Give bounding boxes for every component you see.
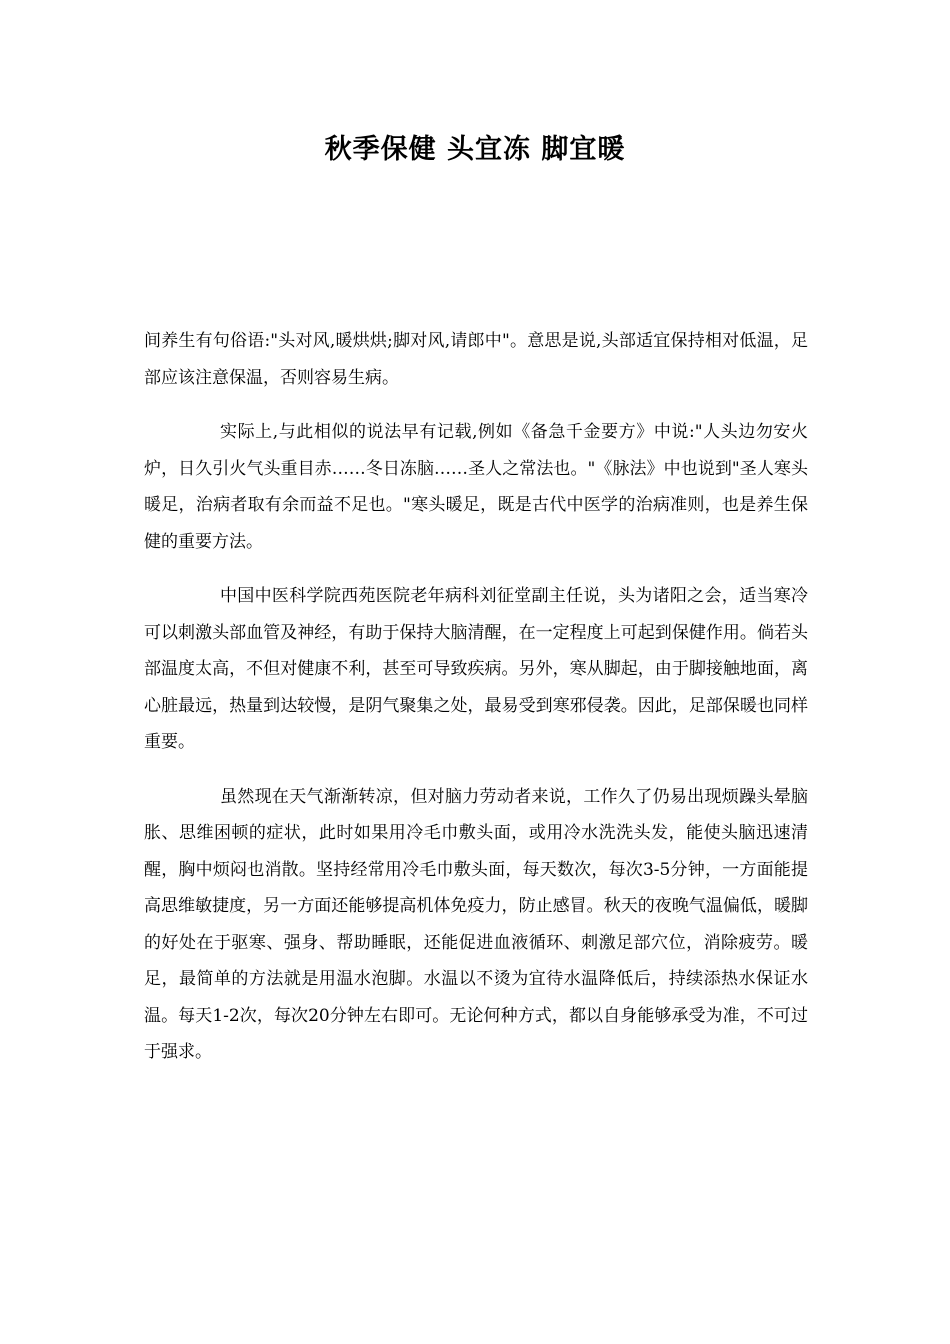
paragraph-1: 间养生有句俗语:"头对风,暖烘烘;脚对风,请郎中"。意思是说,头部适宜保持相对低温，足部应该注意保温，否则容易生病。 (144, 331, 808, 388)
document-body (144, 323, 808, 1089)
paragraph-4: 虽然现在天气渐渐转凉，但对脑力劳动者来说，工作久了仍易出现烦躁头晕脑胀、思维困顿的症状，此时如果用冷毛巾敷头面，或用冷水洗洗头发，能使头脑迅速清醒，胸中烦闷也消散。坚持经常用冷毛巾敷头面，每天数次，每次3-5分钟，一方面能提高思维敏捷度，另一方面还能够提高机体免疫力，防止感冒。秋天的夜晚气温偏低，暖脚的好处在于驱寒、强身、帮助睡眠，还能促进血液循环、刺激足部穴位，消除疲劳。暖足，最简单的方法就是用温水泡脚。水温以不烫为宜待水温降低后，持续添热水保证水温。每天1-2次，每次20分钟左右即可。无论何种方式，都以自身能够承受为准，不可过于强求。 (144, 786, 808, 1062)
document-title: 秋季保健 头宜冻 脚宜暖 (324, 134, 626, 165)
paragraph-2: 实际上,与此相似的说法早有记载,例如《备急千金要方》中说:"人头边勿安火炉，日久引火气头重目赤……冬日冻脑……圣人之常法也。"《脉法》中也说到"圣人寒头暖足，治病者取有余而益不足也。"寒头暖足，既是古代中医学的治病准则，也是养生保健的重要方法。 (144, 422, 808, 552)
paragraph-3: 中国中医科学院西苑医院老年病科刘征堂副主任说，头为诸阳之会，适当寒冷可以刺激头部血管及神经，有助于保持大脑清醒，在一定程度上可起到保健作用。倘若头部温度太高，不但对健康不利，甚至可导致疾病。另外，寒从脚起，由于脚接触地面，离心脏最远，热量到达较慢，是阴气聚集之处，最易受到寒邪侵袭。因此，足部保暖也同样重要。 (144, 586, 808, 752)
